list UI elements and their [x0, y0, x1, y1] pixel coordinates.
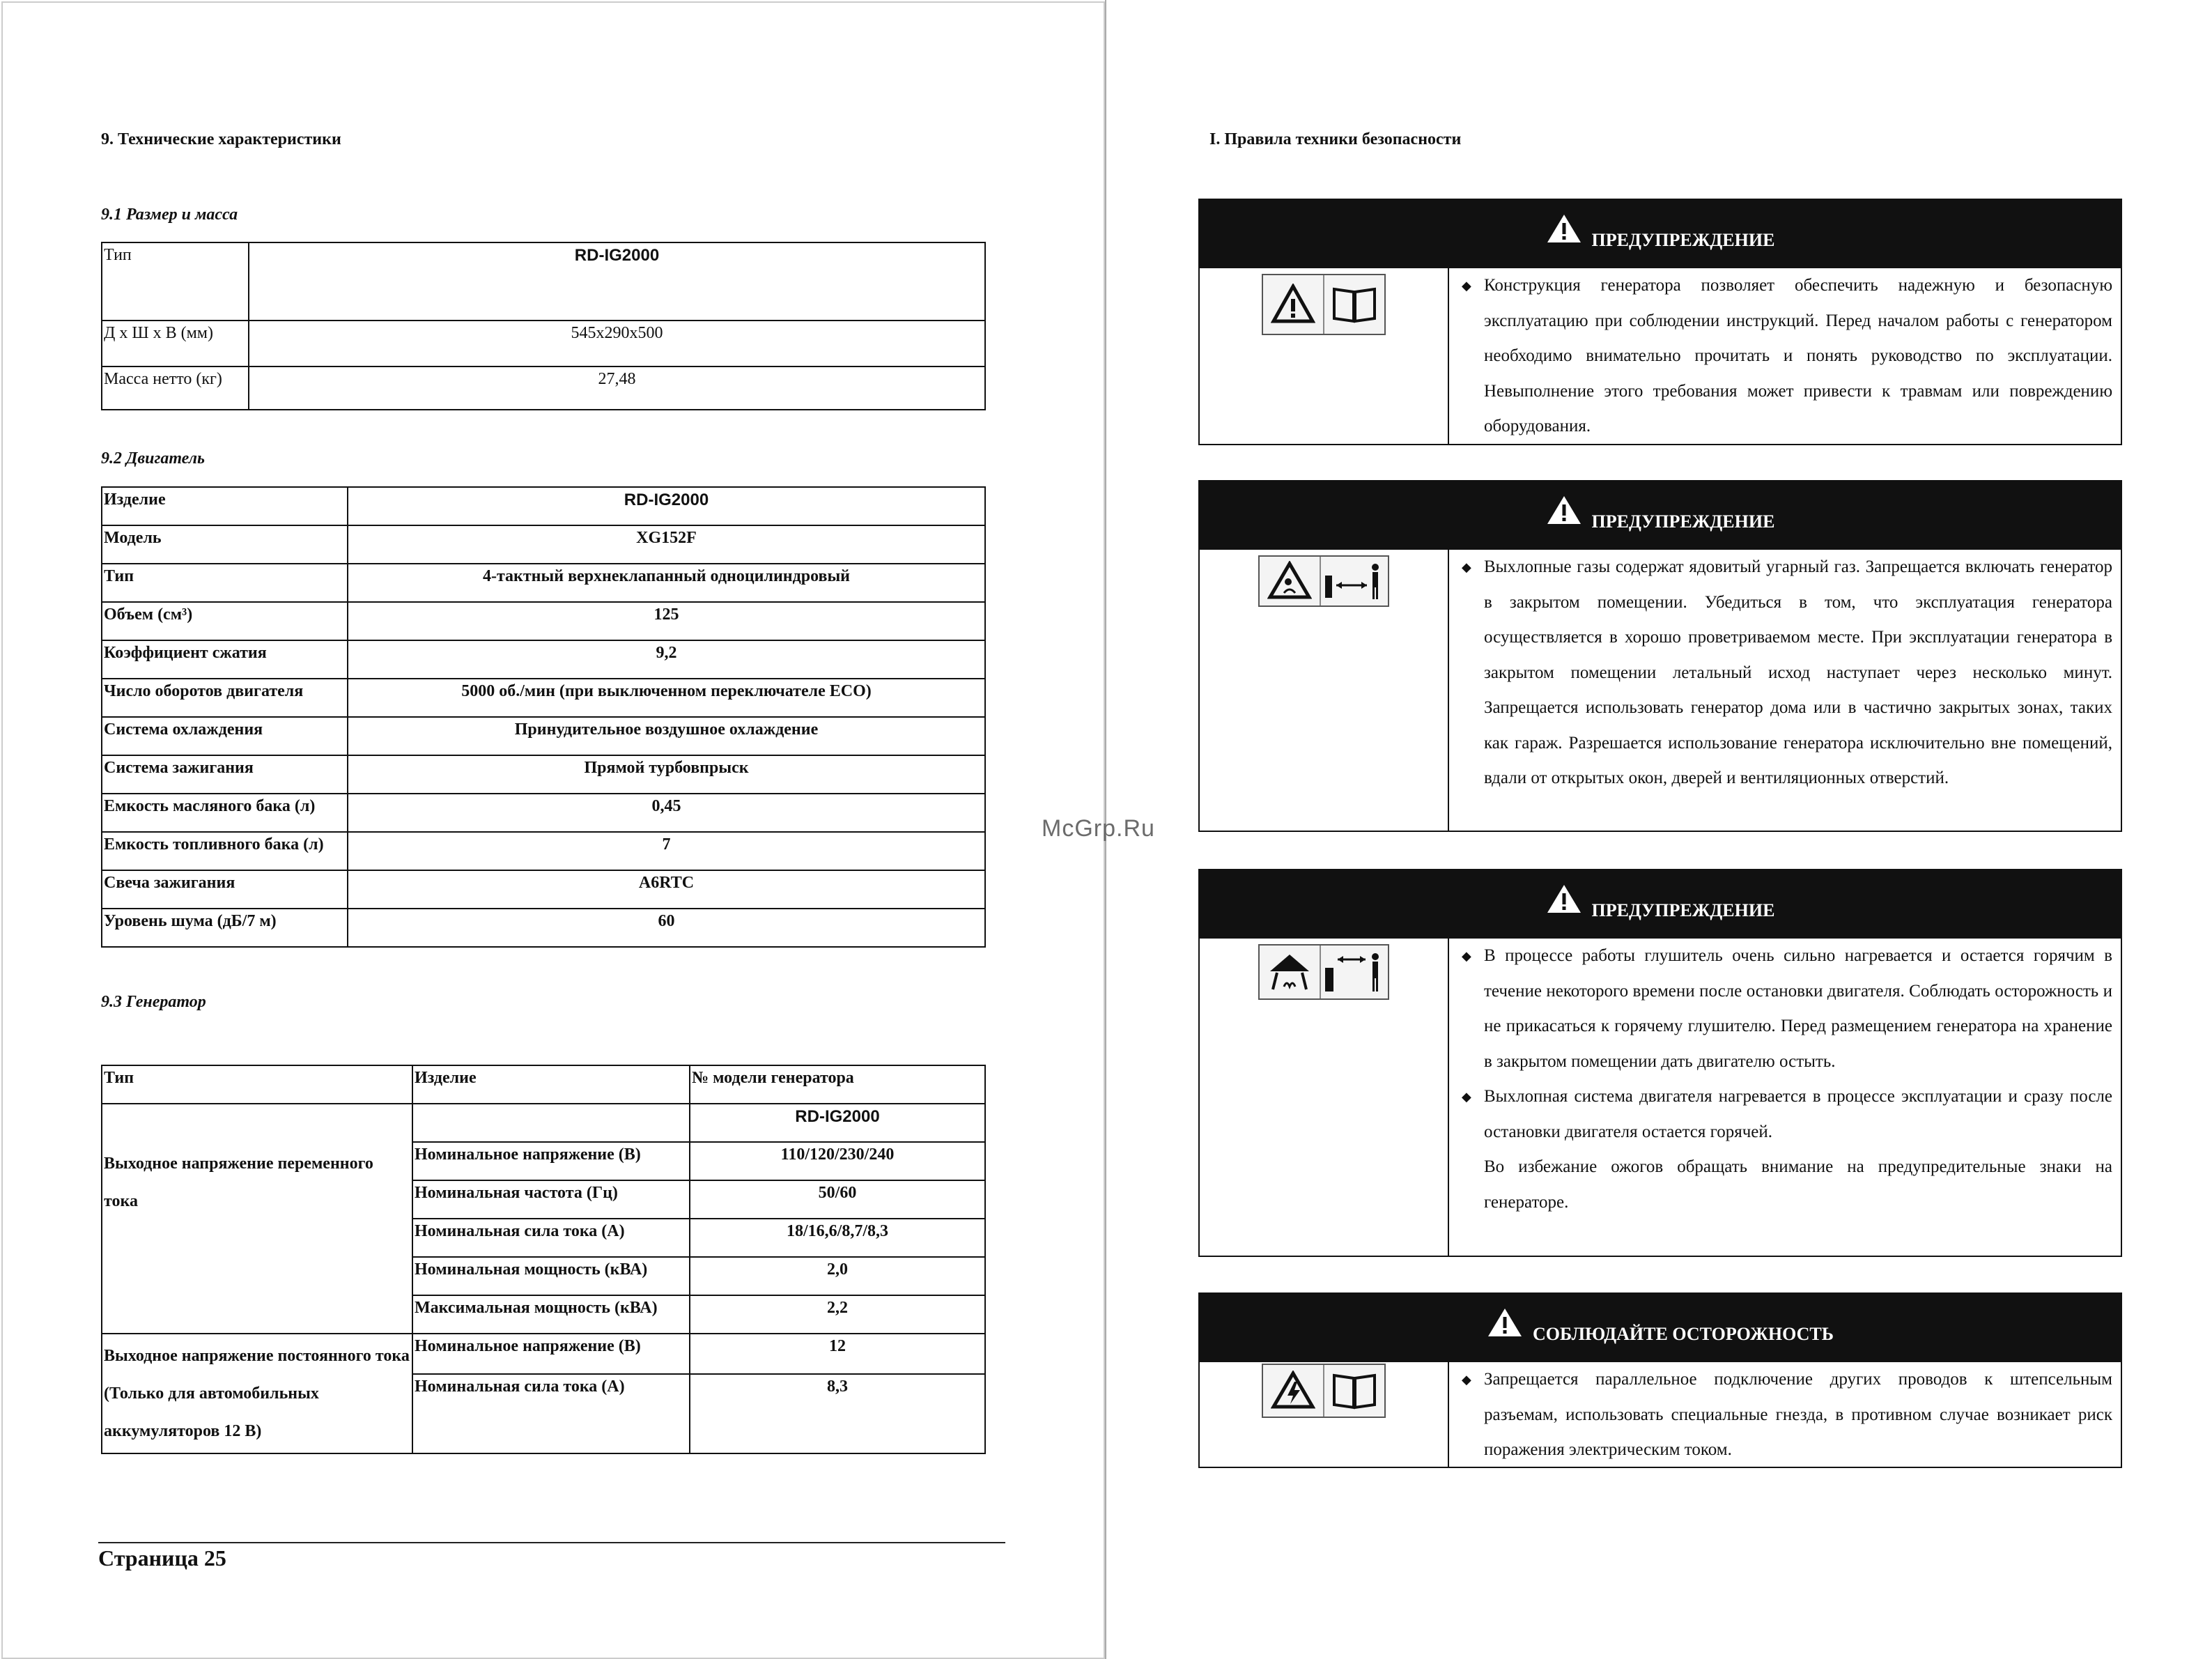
- footer-divider: [98, 1542, 1005, 1543]
- row-value: 2,2: [690, 1295, 985, 1334]
- warning-triangle-icon: [1263, 275, 1324, 334]
- empty-cell: [102, 1104, 412, 1142]
- row-label: Д х Ш х В (мм): [102, 321, 249, 366]
- warning-bullet: ◆ Выхлопная система двигателя нагревается в процессе эксплуатации и сразу после остановки двигателя остается горячей.: [1460, 1079, 2112, 1150]
- warning-icons: [1200, 1362, 1449, 1467]
- row-label: Объем (см³): [102, 602, 348, 640]
- manual-book-icon: [1324, 275, 1384, 334]
- table-row: [102, 242, 985, 321]
- pictogram-panel: [1262, 274, 1386, 335]
- warning-header: [1200, 481, 2121, 550]
- row-value: 50/60: [690, 1180, 985, 1219]
- row-value: 7: [348, 832, 985, 870]
- warning-icons: [1200, 550, 1449, 831]
- warning-title: ПРЕДУПРЕЖДЕНИЕ: [1591, 900, 1775, 920]
- warning-bullet: ◆ Выхлопные газы содержат ядовитый угарный газ. Запрещается включать генератор в закрытом помещении. Убедиться в том, что эксплуатация генератора осуществляется в хорошо проветриваемом месте. При эксплуатации генератора в закрытом помещении летальный исход наступает через несколько минут. Запрещается использовать генератор дома или в частично закрытых зонах, таких как гараж. Разрешается использование генератора исключительно вне помещений, вдали от открытых окон, дверей и вентиляционных отверстий.: [1460, 550, 2112, 796]
- warning-body: [1200, 939, 2121, 1256]
- row-value: RD-IG2000: [348, 487, 985, 525]
- warning-text: [1449, 550, 2121, 831]
- col-header-type: Тип: [102, 1065, 412, 1104]
- page-number: Страница 25: [98, 1545, 226, 1571]
- table-row: [102, 794, 985, 832]
- row-item: Номинальная сила тока (А): [412, 1219, 690, 1257]
- table-row: [102, 564, 985, 602]
- warning-triangle-icon: [1546, 495, 1582, 525]
- row-item: Номинальная сила тока (А): [412, 1374, 690, 1453]
- row-label: Тип: [102, 564, 348, 602]
- left-page: [0, 0, 1105, 1659]
- row-value: 0,45: [348, 794, 985, 832]
- row-item: Номинальное напряжение (В): [412, 1334, 690, 1374]
- row-value: XG152F: [348, 525, 985, 564]
- table-row: [102, 487, 985, 525]
- empty-cell: [412, 1104, 690, 1142]
- row-item: Максимальная мощность (кВА): [412, 1295, 690, 1334]
- table-row: [102, 525, 985, 564]
- warning-title: ПРЕДУПРЕЖДЕНИЕ: [1591, 511, 1775, 532]
- row-label: Емкость топливного бака (л): [102, 832, 348, 870]
- generator-title: 9.3 Генератор: [101, 993, 206, 1011]
- table-row: [102, 1334, 985, 1374]
- pictogram-panel: [1258, 555, 1389, 607]
- size-mass-title: 9.1 Размер и масса: [101, 206, 238, 224]
- row-value: 18/16,6/8,7/8,3: [690, 1219, 985, 1257]
- watermark: McGrp.Ru: [1042, 815, 1155, 842]
- size-mass-table: [101, 242, 986, 410]
- row-label: Емкость масляного бака (л): [102, 794, 348, 832]
- section-title-specs: 9. Технические характеристики: [101, 130, 341, 148]
- row-value: RD-IG2000: [249, 242, 985, 321]
- row-value: 5000 об./мин (при выключенном переключателе ECO): [348, 679, 985, 717]
- warning-header: [1200, 870, 2121, 939]
- warning-note: Во избежание ожогов обращать внимание на предупредительные знаки на генераторе.: [1484, 1157, 2112, 1212]
- table-row: [102, 717, 985, 755]
- col-header-model: № модели генератора: [690, 1065, 985, 1104]
- engine-table: [101, 486, 986, 948]
- table-row: [102, 870, 985, 909]
- warning-header: [1200, 200, 2121, 268]
- hot-surface-icon: [1260, 946, 1321, 998]
- table-row: [102, 321, 985, 366]
- engine-title: 9.2 Двигатель: [101, 449, 206, 468]
- table-row: [102, 1104, 985, 1142]
- exhaust-gas-warning-icon: [1260, 557, 1321, 605]
- table-row: [102, 679, 985, 717]
- row-label: Свеча зажигания: [102, 870, 348, 909]
- table-row: [102, 366, 985, 410]
- row-label: Изделие: [102, 487, 348, 525]
- row-value: Прямой турбовпрыск: [348, 755, 985, 794]
- row-value: 4-тактный верхнеклапанный одноцилиндровый: [348, 564, 985, 602]
- table-row: [102, 640, 985, 679]
- warning-body: [1200, 268, 2121, 444]
- warning-title: СОБЛЮДАЙТЕ ОСТОРОЖНОСТЬ: [1533, 1324, 1834, 1344]
- table-row: [102, 602, 985, 640]
- row-item: Номинальная частота (Гц): [412, 1180, 690, 1219]
- caution-box: [1198, 1293, 2122, 1468]
- model-value: RD-IG2000: [690, 1104, 985, 1142]
- row-label: Система зажигания: [102, 755, 348, 794]
- row-value: 125: [348, 602, 985, 640]
- warning-icons: [1200, 939, 1449, 1256]
- row-label: Коэффициент сжатия: [102, 640, 348, 679]
- row-label: Модель: [102, 525, 348, 564]
- warning-body: [1200, 1362, 2121, 1467]
- row-value: 27,48: [249, 366, 985, 410]
- warning-triangle-icon: [1487, 1307, 1523, 1338]
- table-row: [102, 832, 985, 870]
- ac-output-label: Выходное напряжение переменного тока: [102, 1142, 412, 1334]
- electric-shock-icon: [1263, 1365, 1324, 1417]
- row-value: Принудительное воздушное охлаждение: [348, 717, 985, 755]
- row-value: 60: [348, 909, 985, 947]
- row-item: Номинальная мощность (кВА): [412, 1257, 690, 1295]
- row-label: Число оборотов двигателя: [102, 679, 348, 717]
- row-value: 110/120/230/240: [690, 1142, 985, 1180]
- manual-book-icon: [1324, 1365, 1384, 1417]
- row-item: Номинальное напряжение (В): [412, 1142, 690, 1180]
- row-value: 8,3: [690, 1374, 985, 1453]
- col-header-item: Изделие: [412, 1065, 690, 1104]
- warning-title: ПРЕДУПРЕЖДЕНИЕ: [1591, 230, 1775, 250]
- row-value: 12: [690, 1334, 985, 1374]
- warning-text: [1449, 939, 2121, 1256]
- warning-bullet: ◆ Запрещается параллельное подключение других проводов к штепсельным разъемам, использовать специальные гнезда, в противном случае возникает риск поражения электрическим током.: [1460, 1362, 2112, 1468]
- warning-bullet: ◆ Конструкция генератора позволяет обеспечить надежную и безопасную эксплуатацию при соблюдении инструкций. Перед началом работы с генератором необходимо внимательно прочитать и понять руководство по эксплуатации. Невыполнение этого требования может привести к травмам или повреждению оборудования.: [1460, 268, 2112, 445]
- warning-triangle-icon: [1546, 213, 1582, 244]
- warning-text: [1449, 1362, 2121, 1467]
- warning-icons: [1200, 268, 1449, 444]
- pictogram-panel: [1258, 944, 1389, 1000]
- warning-box: [1198, 480, 2122, 832]
- row-label: Масса нетто (кг): [102, 366, 249, 410]
- row-value: 545x290x500: [249, 321, 985, 366]
- warning-box: [1198, 869, 2122, 1257]
- row-label: Система охлаждения: [102, 717, 348, 755]
- row-value: 9,2: [348, 640, 985, 679]
- dc-output-label: Выходное напряжение постоянного тока (Только для автомобильных аккумуляторов 12 В): [102, 1334, 412, 1453]
- row-label: Тип: [102, 242, 249, 321]
- table-row: [102, 1065, 985, 1104]
- warning-header: [1200, 1294, 2121, 1362]
- pictogram-panel: [1262, 1364, 1386, 1418]
- warning-bullet: ◆ В процессе работы глушитель очень сильно нагревается и остается горячим в течение некоторого времени после остановки двигателя. Соблюдать осторожность и не прикасаться к горячему глушителю. Перед размещением генератора на хранение в закрытом помещении дать двигателю остыть.: [1460, 939, 2112, 1079]
- keep-distance-icon: [1321, 946, 1388, 998]
- section-title-safety: I. Правила техники безопасности: [1209, 130, 1462, 148]
- warning-triangle-icon: [1546, 883, 1582, 914]
- table-row: [102, 1142, 985, 1180]
- generator-table: [101, 1065, 986, 1454]
- row-value: A6RTC: [348, 870, 985, 909]
- keep-distance-icon: [1321, 557, 1388, 605]
- warning-body: [1200, 550, 2121, 831]
- table-row: [102, 755, 985, 794]
- warning-text: [1449, 268, 2121, 444]
- warning-box: [1198, 199, 2122, 445]
- table-row: [102, 909, 985, 947]
- row-value: 2,0: [690, 1257, 985, 1295]
- row-label: Уровень шума (дБ/7 м): [102, 909, 348, 947]
